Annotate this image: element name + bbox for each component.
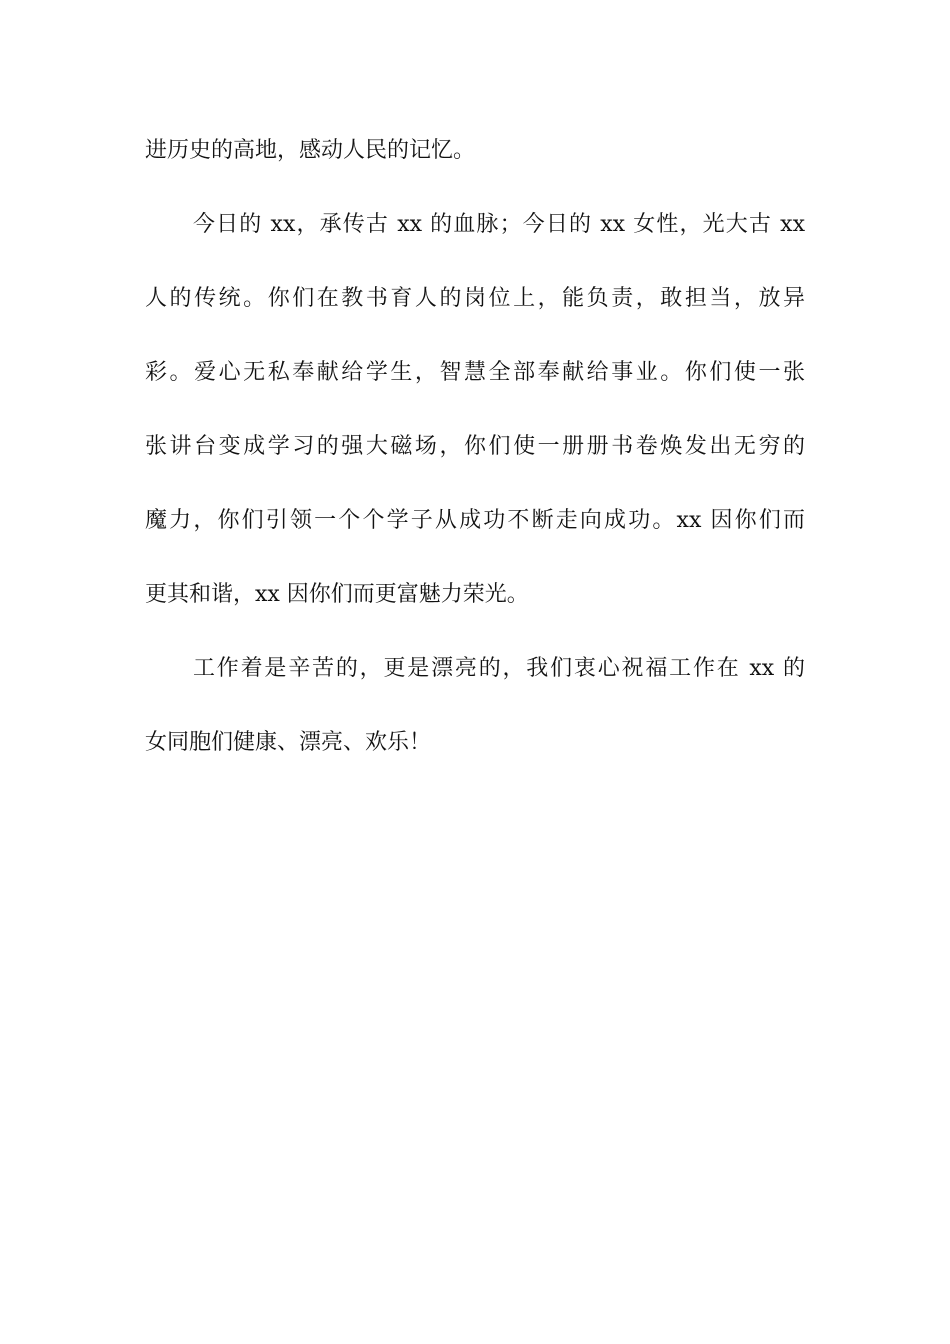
paragraph-2-line-5: 魔力，你们引领一个个学子从成功不断走向成功。xx 因你们而 [145,508,805,533]
paragraph-2-line-3: 彩。爱心无私奉献给学生，智慧全部奉献给事业。你们使一张 [145,360,805,385]
paragraph-3-line-2: 女同胞们健康、漂亮、欢乐！ [145,730,432,755]
paragraph-3-line-1: 工作着是辛苦的，更是漂亮的，我们衷心祝福工作在 xx 的 [193,656,805,681]
paragraph-2-line-1: 今日的 xx，承传古 xx 的血脉；今日的 xx 女性，光大古 xx [193,212,805,237]
paragraph-1-line-1: 进历史的高地，感动人民的记忆。 [145,138,476,163]
paragraph-2-line-6: 更其和谐，xx 因你们而更富魅力荣光。 [145,582,529,607]
paragraph-2-line-2: 人的传统。你们在教书育人的岗位上，能负责，敢担当，放异 [145,286,805,311]
document-body [145,114,805,780]
paragraph-2-line-4: 张讲台变成学习的强大磁场，你们使一册册书卷焕发出无穷的 [145,434,805,459]
